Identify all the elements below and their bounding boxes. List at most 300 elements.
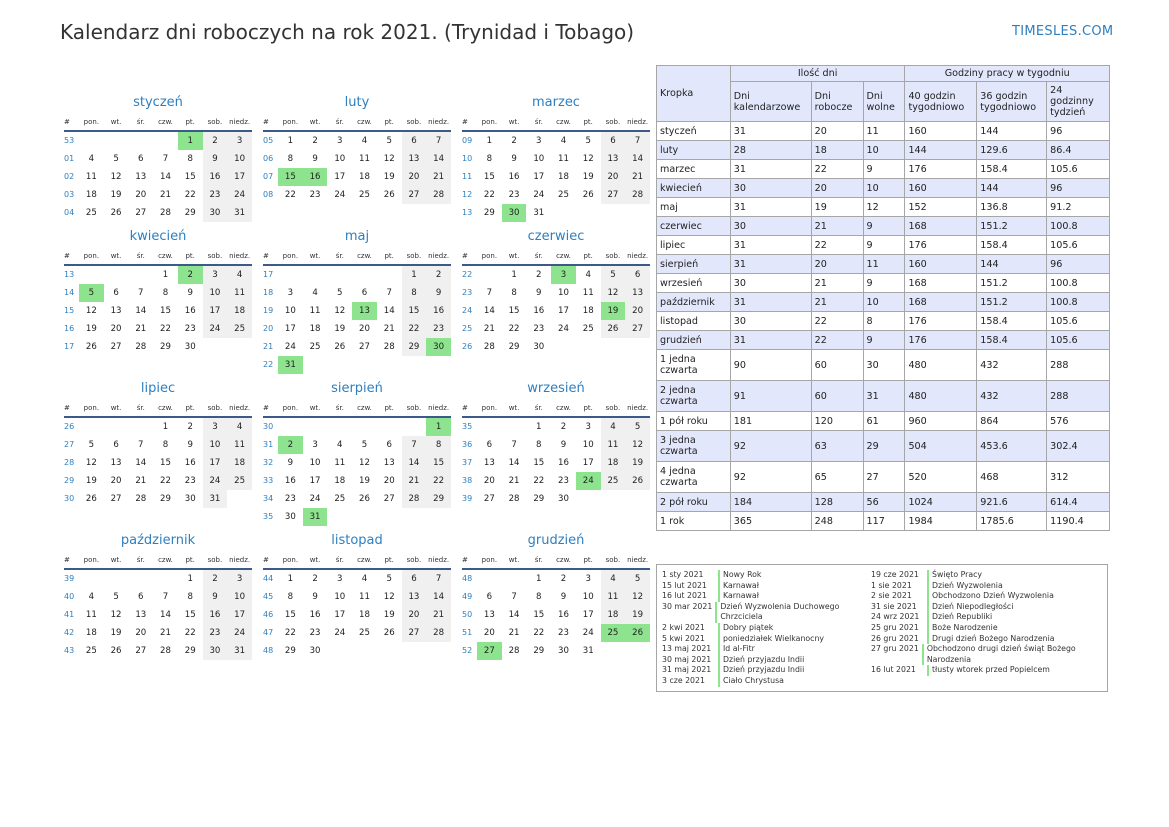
day-cell: 15 (508, 306, 520, 316)
day-cell: 8 (402, 284, 427, 302)
week-number: 53 (64, 136, 75, 145)
day-cell: 12 (110, 610, 122, 620)
week-number: 42 (64, 628, 75, 637)
day-cell: 11 (359, 154, 370, 164)
value-cell: 86.4 (1047, 141, 1110, 160)
holiday-name: Boże Narodzenie (932, 622, 998, 632)
holiday-date: 16 lut 2021 (662, 591, 720, 602)
weekday-header: pt. (178, 114, 203, 132)
day-cell: 19 (625, 606, 650, 624)
day-cell (278, 266, 303, 284)
day-cell (128, 418, 153, 436)
day-cell: 20 (359, 324, 370, 334)
day-cell: 6 (402, 570, 427, 588)
day-cell: 19 (334, 324, 346, 334)
weekday-header: śr. (327, 248, 352, 266)
value-cell: 10 (863, 179, 905, 198)
day-cell (153, 570, 178, 588)
day-cell: 23 (309, 628, 321, 638)
day-cell: 6 (361, 288, 368, 298)
value-cell: 100.8 (1047, 274, 1110, 293)
holiday-name: Ciało Chrystusa (723, 675, 784, 685)
day-cell: 22 (184, 628, 196, 638)
value-cell: 21 (811, 293, 863, 312)
day-cell: 7 (402, 436, 427, 454)
day-cell: 6 (402, 132, 427, 150)
day-cell: 31 (227, 642, 252, 660)
day-cell: 12 (625, 588, 650, 606)
holiday-item (871, 602, 1103, 613)
value-cell: 1785.6 (977, 512, 1047, 531)
weekday-header: niedz. (625, 114, 650, 132)
day-cell (79, 418, 104, 436)
day-cell: 5 (113, 154, 119, 164)
weekday-header: śr. (327, 114, 352, 132)
day-cell: 21 (383, 324, 395, 334)
day-cell: 15 (184, 610, 196, 620)
day-cell: 22 (533, 476, 545, 486)
day-cell: 28 (426, 624, 451, 642)
day-cell: 17 (227, 168, 252, 186)
value-cell: 11 (863, 122, 905, 141)
weekday-header: pon. (79, 400, 104, 418)
holiday-item (662, 623, 867, 634)
day-cell: 6 (486, 440, 493, 450)
day-cell (153, 132, 178, 150)
week-number: 13 (462, 208, 473, 217)
day-cell: 7 (625, 132, 650, 150)
col-header-dni-robocze: Dni robocze (811, 82, 863, 122)
day-cell: 31 (203, 490, 228, 508)
day-cell: 24 (284, 342, 296, 352)
week-number: 17 (64, 342, 75, 351)
table-row (657, 493, 1110, 512)
value-cell: 90 (730, 350, 811, 381)
week-number: 34 (263, 494, 274, 503)
day-cell (377, 356, 402, 374)
day-cell: 8 (162, 288, 169, 298)
day-cell: 24 (334, 628, 346, 638)
week-number: 41 (64, 610, 75, 619)
day-cell: 11 (359, 592, 370, 602)
day-cell: 29 (426, 490, 451, 508)
day-cell: 16 (558, 458, 569, 468)
day-cell: 15 (533, 610, 545, 620)
day-cell: 30 (558, 494, 569, 504)
value-cell: 312 (1047, 462, 1110, 493)
value-cell: 22 (811, 236, 863, 255)
day-cell: 28 (135, 342, 147, 352)
day-cell: 5 (88, 440, 95, 450)
weekday-header: sob. (601, 400, 626, 418)
week-number: 14 (64, 288, 75, 297)
value-cell: 614.4 (1047, 493, 1110, 512)
day-cell: 11 (601, 588, 626, 606)
value-cell: 120 (811, 412, 863, 431)
weekday-header: wt. (502, 400, 527, 418)
day-cell: 8 (511, 288, 517, 298)
value-cell: 160 (905, 255, 977, 274)
day-cell: 10 (533, 154, 545, 164)
week-number: 26 (64, 422, 75, 431)
day-cell: 7 (511, 592, 517, 602)
value-cell: 184 (730, 493, 811, 512)
week-number: 49 (462, 592, 473, 601)
value-cell: 9 (863, 274, 905, 293)
value-cell: 31 (730, 160, 811, 179)
day-cell: 27 (402, 186, 427, 204)
holiday-item (662, 665, 867, 676)
day-cell: 11 (601, 436, 626, 454)
day-cell: 23 (558, 476, 569, 486)
day-cell: 1 (287, 136, 294, 146)
week-number-header: # (462, 248, 477, 266)
day-cell: 20 (483, 628, 495, 638)
value-cell: 29 (863, 431, 905, 462)
day-cell: 15 (284, 610, 296, 620)
day-cell (576, 490, 601, 508)
day-cell: 26 (625, 472, 650, 490)
month-calendar (462, 226, 650, 356)
day-cell: 24 (203, 320, 228, 338)
period-cell: 4 jedna czwarta (657, 462, 731, 493)
value-cell: 432 (977, 350, 1047, 381)
month-name: styczeń (133, 95, 183, 110)
day-cell: 19 (110, 190, 122, 200)
week-number: 44 (263, 574, 274, 583)
day-cell (104, 266, 129, 284)
day-cell (227, 490, 252, 508)
holiday-date: 31 maj 2021 (662, 665, 720, 676)
day-cell: 15 (160, 458, 171, 468)
month-calendar (263, 530, 451, 660)
day-cell: 14 (160, 610, 171, 620)
day-cell: 13 (402, 588, 427, 606)
value-cell: 288 (1047, 381, 1110, 412)
weekday-header: pt. (178, 248, 203, 266)
period-cell: październik (657, 293, 731, 312)
day-cell: 11 (85, 172, 97, 182)
day-cell: 9 (560, 592, 567, 602)
day-cell: 2 (203, 132, 228, 150)
day-cell: 7 (138, 288, 144, 298)
day-cell: 1 (162, 422, 169, 432)
day-cell: 13 (601, 150, 626, 168)
summary-table (656, 65, 1110, 531)
value-cell: 144 (977, 179, 1047, 198)
week-number: 48 (263, 646, 274, 655)
value-cell: 302.4 (1047, 431, 1110, 462)
day-cell: 10 (227, 150, 252, 168)
weekday-header: niedz. (227, 552, 252, 570)
day-cell: 10 (203, 436, 228, 454)
weekday-header: pon. (278, 552, 303, 570)
day-cell: 6 (486, 592, 493, 602)
value-cell: 520 (905, 462, 977, 493)
period-cell: wrzesień (657, 274, 731, 293)
day-cell: 21 (135, 324, 147, 334)
day-cell: 14 (483, 306, 495, 316)
day-cell: 13 (383, 458, 395, 468)
day-cell (402, 508, 427, 526)
day-cell: 27 (135, 208, 147, 218)
day-cell (426, 642, 451, 660)
day-cell: 30 (502, 204, 527, 222)
period-cell: sierpień (657, 255, 731, 274)
day-cell: 26 (359, 494, 370, 504)
day-cell (601, 338, 626, 356)
table-row (657, 236, 1110, 255)
day-cell: 14 (383, 306, 395, 316)
week-number: 09 (462, 136, 473, 145)
weekday-header: pon. (278, 400, 303, 418)
day-cell (352, 642, 377, 660)
value-cell: 144 (977, 122, 1047, 141)
weekday-header: wt. (303, 552, 328, 570)
day-cell: 21 (508, 628, 520, 638)
day-cell: 16 (508, 172, 520, 182)
value-cell: 864 (977, 412, 1047, 431)
day-cell (104, 418, 129, 436)
page-title: Kalendarz dni roboczych na rok 2021. (Trynidad i Tobago) (60, 20, 635, 44)
day-cell: 16 (533, 306, 545, 316)
day-cell (601, 642, 626, 660)
col-header-24h: 24 godzinny tydzień (1047, 82, 1110, 122)
week-number: 31 (263, 440, 274, 449)
day-cell: 6 (601, 132, 626, 150)
day-cell: 17 (203, 454, 228, 472)
day-cell: 5 (79, 284, 104, 302)
period-cell: 1 jedna czwarta (657, 350, 731, 381)
day-cell: 14 (625, 150, 650, 168)
day-cell: 28 (383, 342, 395, 352)
day-cell: 21 (426, 606, 451, 624)
value-cell: 63 (811, 431, 863, 462)
table-row (657, 179, 1110, 198)
day-cell: 31 (227, 204, 252, 222)
day-cell: 7 (162, 592, 169, 602)
day-cell: 8 (426, 436, 451, 454)
week-number: 52 (462, 646, 473, 655)
week-number: 43 (64, 646, 75, 655)
week-number: 46 (263, 610, 274, 619)
day-cell: 14 (402, 454, 427, 472)
holiday-item (871, 570, 1103, 581)
weekday-header: niedz. (625, 400, 650, 418)
value-cell: 468 (977, 462, 1047, 493)
week-number: 18 (263, 288, 274, 297)
day-cell (352, 356, 377, 374)
day-cell: 13 (483, 610, 495, 620)
table-row (657, 381, 1110, 412)
value-cell: 20 (811, 179, 863, 198)
day-cell (79, 132, 104, 150)
day-cell: 10 (203, 284, 228, 302)
table-row (657, 462, 1110, 493)
day-cell (203, 338, 228, 356)
day-cell: 11 (558, 154, 569, 164)
day-cell: 5 (625, 418, 650, 436)
day-cell (327, 508, 352, 526)
weekday-header: niedz. (426, 114, 451, 132)
week-number: 30 (64, 494, 75, 503)
weekday-header: pon. (79, 552, 104, 570)
day-cell: 18 (582, 306, 594, 316)
value-cell: 21 (811, 217, 863, 236)
day-cell: 5 (625, 570, 650, 588)
week-number: 06 (263, 154, 274, 163)
value-cell: 31 (730, 122, 811, 141)
day-cell: 21 (160, 190, 171, 200)
day-cell: 8 (187, 592, 193, 602)
period-cell: kwiecień (657, 179, 731, 198)
day-cell: 28 (135, 494, 147, 504)
day-cell: 3 (203, 266, 228, 284)
day-cell: 8 (536, 440, 542, 450)
day-cell: 20 (110, 476, 122, 486)
value-cell: 129.6 (977, 141, 1047, 160)
holiday-date: 2 kwi 2021 (662, 623, 720, 634)
week-number: 03 (64, 190, 75, 199)
week-number-header: # (64, 248, 79, 266)
week-number: 19 (263, 306, 274, 315)
week-number: 08 (263, 190, 274, 199)
day-cell: 23 (284, 494, 296, 504)
month-calendar (64, 92, 252, 222)
day-cell (576, 204, 601, 222)
month-calendar (462, 378, 650, 508)
day-cell: 7 (486, 288, 493, 298)
day-cell: 23 (309, 190, 321, 200)
day-cell (303, 418, 328, 436)
day-cell (327, 266, 352, 284)
day-cell: 24 (533, 190, 545, 200)
value-cell: 20 (811, 122, 863, 141)
col-header-godziny: Godziny pracy w tygodniu (905, 66, 1110, 82)
week-number: 22 (462, 270, 473, 279)
weekday-header: pt. (377, 552, 402, 570)
weekday-header: pon. (278, 114, 303, 132)
day-cell: 26 (625, 624, 650, 642)
table-row (657, 431, 1110, 462)
day-cell: 13 (135, 172, 147, 182)
holiday-name: Drugi dzień Bożego Narodzenia (932, 633, 1055, 643)
day-cell: 27 (601, 186, 626, 204)
day-cell: 25 (85, 208, 97, 218)
day-cell: 29 (508, 342, 520, 352)
week-number: 51 (462, 628, 473, 637)
day-cell: 29 (184, 208, 196, 218)
weekday-header: pt. (576, 114, 601, 132)
day-cell: 7 (426, 132, 451, 150)
holiday-name: Dzień przyjazdu Indii (723, 665, 805, 675)
day-cell (327, 642, 352, 660)
weekday-header: czw. (153, 552, 178, 570)
day-cell: 27 (135, 646, 147, 656)
day-cell: 14 (508, 458, 520, 468)
week-number: 28 (64, 458, 75, 467)
weekday-header: czw. (153, 248, 178, 266)
week-number: 47 (263, 628, 274, 637)
value-cell: 30 (730, 179, 811, 198)
holiday-date: 31 sie 2021 (871, 602, 929, 613)
weekday-header: wt. (104, 114, 129, 132)
value-cell: 504 (905, 431, 977, 462)
holiday-date: 30 mar 2021 (662, 602, 717, 623)
day-cell: 16 (184, 458, 196, 468)
day-cell: 5 (337, 288, 343, 298)
day-cell: 8 (486, 154, 493, 164)
holiday-date: 24 wrz 2021 (871, 612, 929, 623)
day-cell: 29 (160, 494, 171, 504)
day-cell: 1 (536, 422, 542, 432)
holiday-item (871, 581, 1103, 592)
day-cell: 15 (160, 306, 171, 316)
day-cell: 18 (601, 606, 626, 624)
weekday-header: sob. (402, 552, 427, 570)
week-number: 22 (263, 360, 274, 369)
value-cell: 21 (811, 274, 863, 293)
day-cell: 20 (135, 190, 147, 200)
value-cell: 96 (1047, 122, 1110, 141)
table-row (657, 198, 1110, 217)
day-cell: 22 (508, 324, 520, 334)
day-cell: 12 (85, 306, 97, 316)
week-number: 26 (462, 342, 473, 351)
day-cell: 11 (227, 284, 252, 302)
day-cell: 22 (284, 628, 296, 638)
day-cell: 11 (227, 436, 252, 454)
day-cell: 10 (582, 440, 594, 450)
day-cell: 6 (625, 266, 650, 284)
holiday-item (871, 591, 1103, 602)
weekday-header: sob. (203, 552, 228, 570)
day-cell: 26 (601, 320, 626, 338)
period-cell: grudzień (657, 331, 731, 350)
day-cell: 2 (178, 266, 203, 284)
value-cell: 144 (905, 141, 977, 160)
week-number: 05 (263, 136, 274, 145)
day-cell: 29 (284, 646, 296, 656)
day-cell: 9 (426, 284, 451, 302)
weekday-header: pon. (477, 400, 502, 418)
month-name: wrzesień (527, 381, 585, 396)
week-number: 12 (462, 190, 473, 199)
week-number: 37 (462, 458, 473, 467)
day-cell: 18 (359, 172, 370, 182)
month-calendar (263, 226, 451, 374)
day-cell (426, 356, 451, 374)
day-cell: 25 (227, 320, 252, 338)
day-cell: 5 (386, 136, 392, 146)
week-number-header: # (64, 552, 79, 570)
period-cell: luty (657, 141, 731, 160)
holiday-item (871, 612, 1103, 623)
week-number: 39 (462, 494, 473, 503)
site-logo-link[interactable]: TIMESLES.COM (1012, 24, 1114, 39)
day-cell: 29 (184, 646, 196, 656)
week-number-header: # (263, 114, 278, 132)
day-cell: 22 (160, 476, 171, 486)
day-cell: 3 (227, 132, 252, 150)
day-cell: 26 (582, 190, 594, 200)
day-cell: 15 (278, 168, 303, 186)
value-cell: 176 (905, 312, 977, 331)
day-cell: 23 (184, 476, 196, 486)
day-cell: 15 (402, 302, 427, 320)
day-cell: 18 (85, 628, 97, 638)
week-number-header: # (64, 400, 79, 418)
